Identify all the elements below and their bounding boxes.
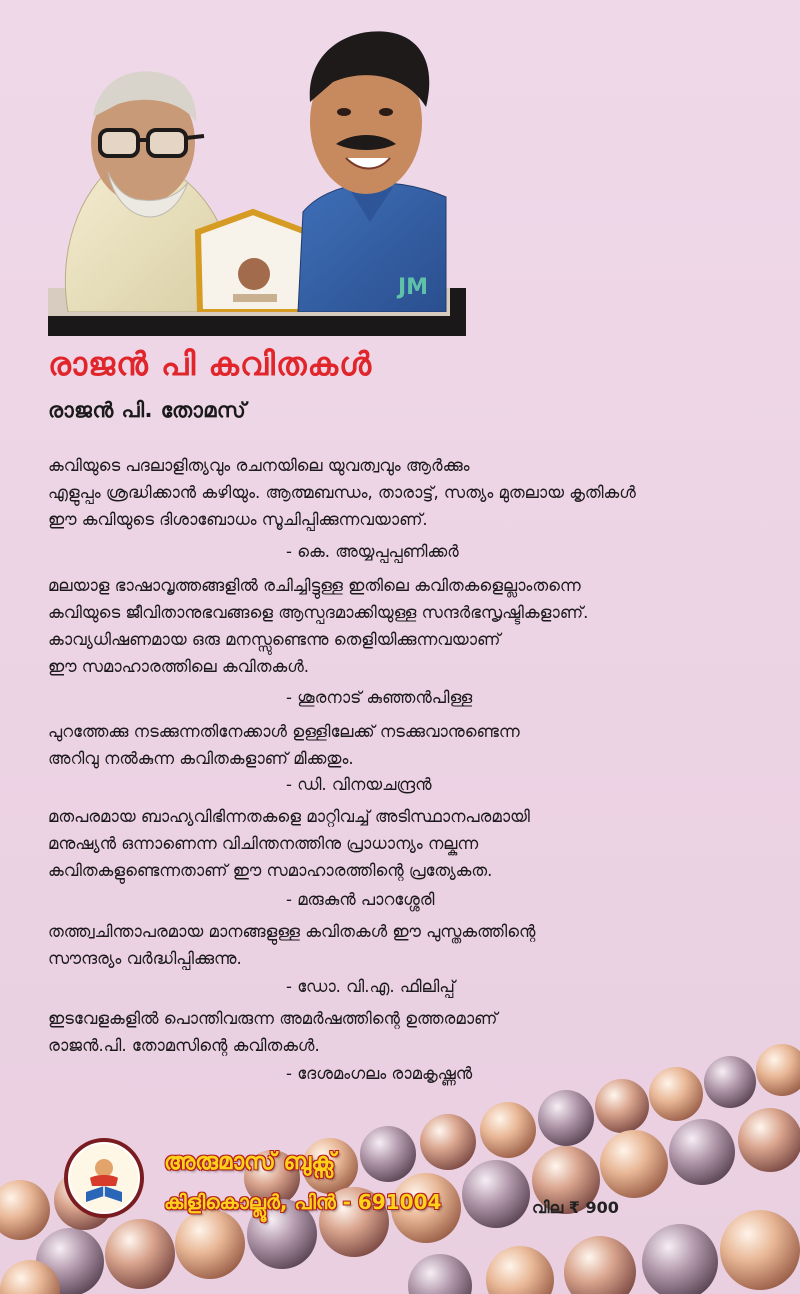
review-line: അറിവു നൽകുന്ന കവിതകളാണ് മിക്കതും. [48, 749, 354, 768]
reviewer-6: - ദേശമംഗലം രാമകൃഷ്ണൻ [286, 1064, 473, 1083]
review-line: എളുപ്പം ശ്രദ്ധിക്കാൻ കഴിയും. ആത്മബന്ധം, താരാട്ട്, സത്യം മുതലായ കൃതികൾ [48, 483, 636, 502]
review-line: ഇടവേളകളിൽ പൊന്തിവരുന്ന അമർഷത്തിന്റെ ഉത്തരമാണ് [48, 1009, 498, 1028]
review-line: രാജൻ.പി. തോമസിന്റെ കവിതകൾ. [48, 1036, 320, 1055]
review-line: ഈ സമാഹാരത്തിലെ കവിതകൾ. [48, 657, 310, 676]
review-line: കവിയുടെ ജീവിതാനുഭവങ്ങളെ ആസ്പദമാക്കിയുള്ള സന്ദർഭസൃഷ്ടികളാണ്. [48, 603, 589, 622]
reviewer-1: - കെ. അയ്യപ്പപ്പണിക്കർ [286, 542, 459, 561]
review-line: കവിതകളുണ്ടെന്നതാണ് ഈ സമാഹാരത്തിന്റെ പ്രത്യേകത. [48, 861, 493, 880]
review-line: കവിയുടെ പദലാളിത്യവും രചനയിലെ യുവത്വവും ആർക്കും [48, 456, 470, 475]
review-line: സൗന്ദര്യം വർദ്ധിപ്പിക്കുന്നു. [48, 949, 242, 968]
review-line: മനുഷ്യൻ ഒന്നാണെന്ന വിചിന്തനത്തിനു പ്രാധാന്യം നല്കുന്ന [48, 834, 479, 853]
reviewer-2: - ശൂരനാട് കുഞ്ഞൻപിള്ള [286, 688, 473, 707]
publisher-address: കിളികൊല്ലൂർ, പിൻ - 691004 [164, 1190, 442, 1214]
review-line: കാവ്യധിഷണമായ ഒരു മനസ്സുണ്ടെന്നു തെളിയിക്കുന്നവയാണ് [48, 630, 501, 649]
review-text-3 [48, 718, 748, 772]
review-text-2 [48, 572, 748, 680]
review-line: മതപരമായ ബാഹ്യവിഭിന്നതകളെ മാറ്റിവച്ച് അടിസ്ഥാനപരമായി [48, 807, 530, 826]
price-label: വില ₹ 900 [532, 1198, 619, 1217]
review-text-4 [48, 803, 748, 884]
review-line: മലയാള ഭാഷാവൃത്തങ്ങളിൽ രചിച്ചിട്ടുള്ള ഇതിലെ കവിതകളെല്ലാംതന്നെ [48, 576, 581, 595]
reviewer-4: - മരുകുൻ പാറശ്ശേരി [286, 890, 435, 909]
reviewer-3: - ഡി. വിനയചന്ദ്രൻ [286, 775, 432, 794]
publisher-name: അരുമാസ് ബുക്സ് [164, 1149, 336, 1175]
svg-text:JM: JM [398, 275, 429, 300]
publisher-logo [64, 1138, 144, 1218]
reviewer-5: - ഡോ. വി.എ. ഫിലിപ്പ് [286, 977, 455, 996]
book-reader-icon [68, 1142, 140, 1214]
review-line: തത്ത്വചിന്താപരമായ മാനങ്ങളുള്ള കവിതകൾ ഈ പുസ്തകത്തിന്റെ [48, 922, 536, 941]
review-text-5 [48, 918, 748, 972]
book-author: രാജൻ പി. തോമസ് [48, 398, 247, 422]
review-line: പുറത്തേക്കു നടക്കുന്നതിനേക്കാൾ ഉള്ളിലേക്ക് നടക്കുവാനുണ്ടെന്ന [48, 722, 520, 741]
author-portrait-illustration [48, 22, 466, 312]
review-line: ഈ കവിയുടെ ദിശാബോധം സൂചിപ്പിക്കുന്നവയാണ്. [48, 510, 428, 529]
book-title: രാജൻ പി കവിതകൾ [48, 345, 373, 383]
review-text-1 [48, 452, 748, 533]
